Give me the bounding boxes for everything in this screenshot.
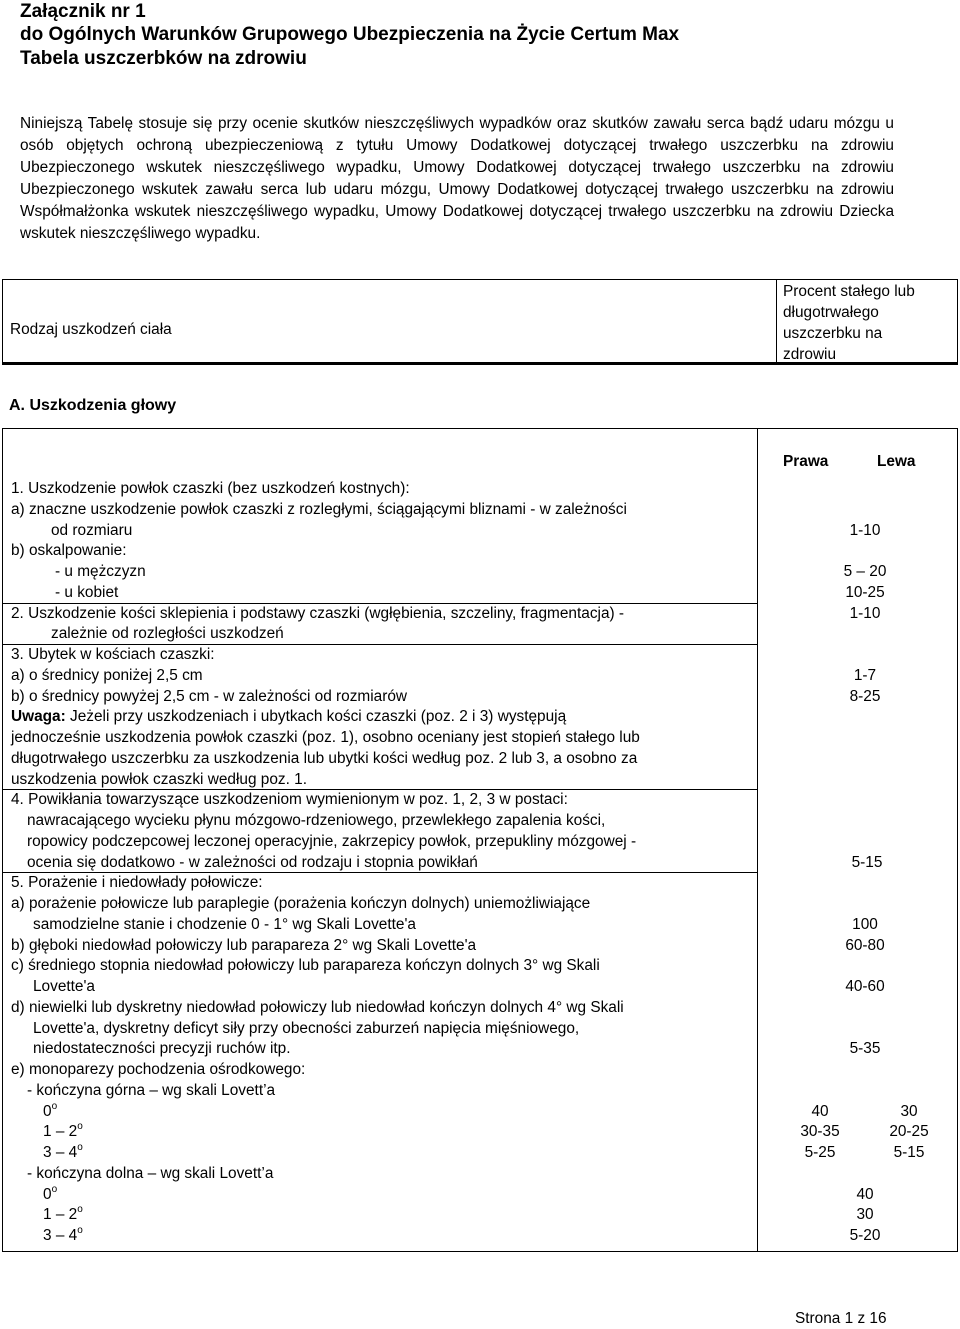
section-title: A. Uszkodzenia głowy xyxy=(9,397,177,414)
percent-value: 10-25 xyxy=(845,583,885,601)
percent-value: 5-15 xyxy=(893,1144,925,1161)
table-line: 5. Porażenie i niedowłady połowicze: xyxy=(11,874,263,892)
table-line: ropowicy podczepcowej leczonej operacyjnie, zakrzepicy powłok, przepukliny mózgowej - xyxy=(27,832,637,850)
table-line: - u mężczyzn xyxy=(55,563,146,580)
table-line: ocenia się dodatkowo - w zależności od rodzaju i stopnia powikłań xyxy=(27,853,478,871)
side-left-header: Lewa xyxy=(877,453,916,470)
page-number: Strona 1 z 16 xyxy=(795,1310,887,1327)
side-right-header: Prawa xyxy=(783,453,829,470)
percent-value: 1-7 xyxy=(853,666,877,684)
percent-value: 20-25 xyxy=(889,1123,929,1141)
table-line: 3 – 4$^o$ xyxy=(43,1142,83,1161)
table-line: od rozmiaru xyxy=(51,521,133,539)
row-separator xyxy=(3,644,757,645)
table-line: samodzielne stanie i chodzenie 0 - 1° wg Skali Lovette'a xyxy=(33,915,416,933)
percent-value: 1-10 xyxy=(849,521,881,539)
percent-value: 40 xyxy=(856,1185,874,1203)
percent-value: 8-25 xyxy=(849,687,881,705)
percent-value: 40-60 xyxy=(845,978,885,995)
table-line: Lovette'a, dyskretny deficyt siły przy obecności zaburzeń napięcia mięśniowego, xyxy=(33,1019,580,1037)
table-line: zależnie od rozległości uszkodzeń xyxy=(51,625,284,643)
percent-value: 100 xyxy=(852,915,878,933)
percent-value: 30 xyxy=(856,1206,874,1224)
table-line: uszkodzenia powłok czaszki według poz. 1. xyxy=(11,770,307,788)
table-title: Tabela uszczerbków na zdrowiu xyxy=(20,48,307,69)
table-line: 1. Uszkodzenie powłok czaszki (bez uszkodzeń kostnych): xyxy=(11,480,410,497)
percent-value: 5-15 xyxy=(851,853,883,871)
percent-value: 1-10 xyxy=(849,604,881,622)
note-label: Uwaga: xyxy=(11,708,71,726)
table-line: - u kobiet xyxy=(55,583,119,601)
percent-value: 30-35 xyxy=(800,1123,840,1141)
row-separator xyxy=(3,872,757,873)
table-line: a) znaczne uszkodzenie powłok czaszki z rozległymi, ściągającymi bliznami - w zależności xyxy=(11,500,627,518)
column-header-percent xyxy=(783,281,915,365)
table-line: 3 – 4$^o$ xyxy=(43,1225,83,1244)
table-line: e) monoparezy pochodzenia ośrodkowego: xyxy=(11,1061,306,1078)
table-line: jednocześnie uszkodzenia powłok czaszki (poz. 1), osobno oceniany jest stopień stałego lub xyxy=(11,729,640,746)
table-line: niedostateczności precyzji ruchów itp. xyxy=(33,1040,291,1058)
percent-value: 40 xyxy=(811,1102,829,1120)
table-line: 0$^o$ xyxy=(43,1100,58,1120)
table-line: 3. Ubytek w kościach czaszki: xyxy=(11,646,215,663)
table-line: 0$^o$ xyxy=(43,1183,58,1203)
attachment-number: Załącznik nr 1 xyxy=(20,1,146,22)
table-line: długotrwałego uszczerbku za uszkodzenia lub ubytki kości według poz. 2 lub 3, a osobno za xyxy=(11,749,638,767)
column-header-percent-line: Procent stałego lub xyxy=(783,283,915,300)
table-line: a) porażenie połowicze lub paraplegie (porażenia kończyn dolnych) uniemożliwiające xyxy=(11,895,591,912)
table-header xyxy=(2,279,958,365)
row-separator xyxy=(3,603,757,604)
table-line: d) niewielki lub dyskretny niedowład połowiczy lub niedowład kończyn dolnych 4° wg Skali xyxy=(11,998,624,1016)
percent-value: 60-80 xyxy=(845,936,885,954)
table-line: - kończyna dolna – wg skali Lovett’a xyxy=(27,1164,274,1182)
percent-value: 5-25 xyxy=(804,1144,836,1161)
table-line: b) głęboki niedowład połowiczy lub parapareza 2° wg Skali Lovette'a xyxy=(11,936,477,954)
table-line: Lovette'a xyxy=(33,978,95,995)
injury-table xyxy=(2,428,958,1252)
table-line: b) o średnicy powyżej 2,5 cm - w zależności od rozmiarów xyxy=(11,687,408,705)
percent-value: 30 xyxy=(900,1102,918,1120)
row-separator xyxy=(3,789,757,790)
document-title: do Ogólnych Warunków Grupowego Ubezpieczenia na Życie Certum Max xyxy=(20,24,680,45)
intro-paragraph: Niniejszą Tabelę stosuje się przy ocenie skutków nieszczęśliwych wypadków oraz skutków zawału serca bądź udaru mózgu u osób objętych ochroną ubezpieczeniową z tytułu Umowy Dodatkowej dotyczącej trwałego uszczerbku na zdrowiu Ubezpieczonego wskutek nieszczęśliwego wypadku, Umowy Dodatkowej dotyczącej trwałego uszczerbku na zdrowiu Ubezpieczonego wskutek zawału serca lub udaru mózgu, Umowy Dodatkowej dotyczącej trwałego uszczerbku na zdrowiu Współmałżonka wskutek nieszczęśliwego wypadku, Umowy Dodatkowej dotyczącej trwałego uszczerbku na zdrowiu Dziecka wskutek nieszczęśliwego wypadku. xyxy=(20,115,894,242)
table-line: 2. Uszkodzenie kości sklepienia i podstawy czaszki (wgłębienia, szczeliny, fragmentacja) - xyxy=(11,604,625,622)
table-line: c) średniego stopnia niedowład połowiczy lub parapareza kończyn dolnych 3° wg Skali xyxy=(11,957,600,975)
percent-value: 5-20 xyxy=(849,1227,881,1244)
column-header-injury-type: Rodzaj uszkodzeń ciała xyxy=(10,321,172,338)
table-line: 1 – 2$^o$ xyxy=(43,1204,83,1224)
column-header-percent-line: zdrowiu xyxy=(783,346,837,363)
percent-value: 5 – 20 xyxy=(843,563,887,580)
table-line: nawracającego wycieku płynu mózgowo-rdzeniowego, przewlekłego zapalenia kości, xyxy=(27,812,606,829)
column-header-percent-line: uszczerbku na xyxy=(783,325,883,342)
table-line: b) oskalpowanie: xyxy=(11,542,127,560)
percent-value: 5-35 xyxy=(849,1040,881,1058)
table-line: Uwaga: Jeżeli przy uszkodzeniach i ubytkach kości czaszki (poz. 2 i 3) występują xyxy=(11,708,567,726)
column-divider xyxy=(757,429,758,1251)
table-line: - kończyna górna – wg skali Lovett’a xyxy=(27,1081,276,1099)
table-line: 1 – 2$^o$ xyxy=(43,1121,83,1141)
table-line: a) o średnicy poniżej 2,5 cm xyxy=(11,666,203,684)
table-line: 4. Powikłania towarzyszące uszkodzeniom wymienionym w poz. 1, 2, 3 w postaci: xyxy=(11,791,568,809)
column-header-percent-line: długotrwałego xyxy=(783,304,879,321)
